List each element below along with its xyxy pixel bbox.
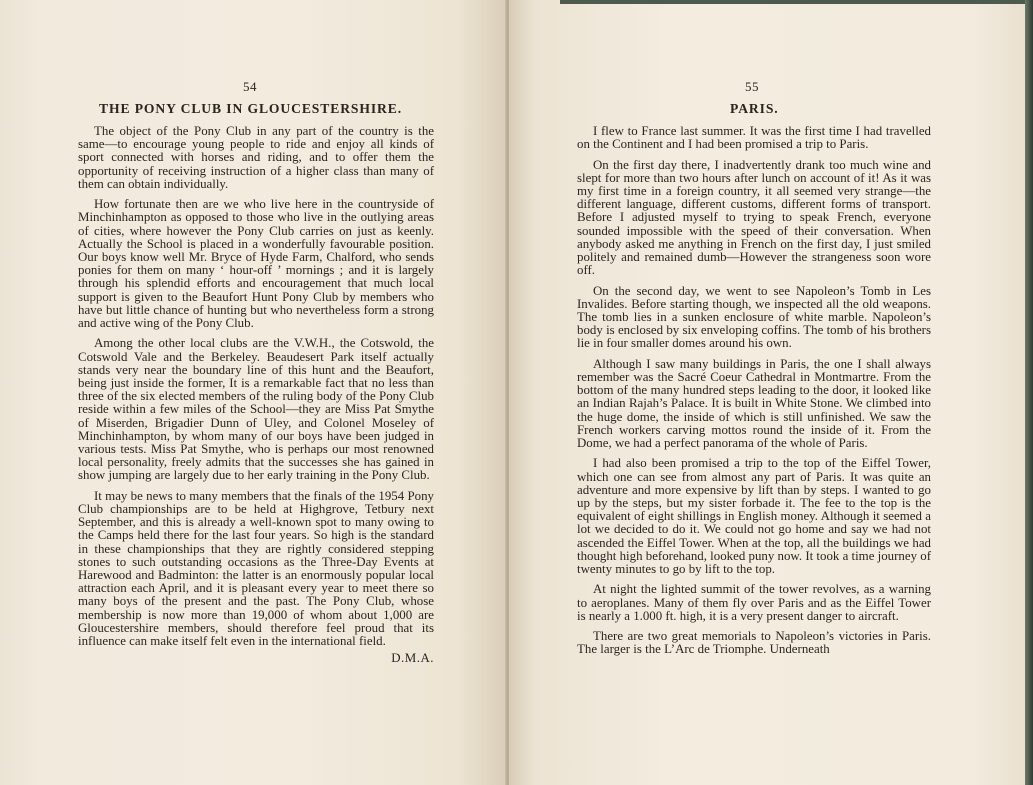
article-body-right xyxy=(577,125,931,664)
article-title-left: THE PONY CLUB IN GLOUCESTERSHIRE. xyxy=(99,101,403,116)
paragraph: On the first day there, I inadvertently drank too much wine and slept for more than two hours after lunch on account of it! As it was my first time in a foreign country, it all seemed very strange—the different language, different customs, different forms of transport. Before I adjusted myself to trying to speak French, everyone sounded impossible with the speed of their conversation. When anybody asked me anything in French on the first day, I just smiled politely and remained dumb—However the strangeness soon wore off. xyxy=(577,157,931,278)
left-page xyxy=(0,0,507,785)
paragraph: On the second day, we went to see Napoleon’s Tomb in Les Invalides. Before starting though, we inspected all the old weapons. The tomb lies in a sunken enclosure of white marble. Napoleon’s body is enclosed by six enveloping coffins. The tomb of his brothers lie in four smaller domes around his own. xyxy=(577,283,931,351)
paragraph: The object of the Pony Club in any part of the country is the same—to encourage young people to ride and enjoy all kinds of sport connected with horses and riding, and to offer them the opportunity of receiving instruction of a higher class than many of them can obtain individually. xyxy=(78,124,434,191)
cover-edge-top xyxy=(560,0,1025,4)
paragraph: Among the other local clubs are the V.W.H., the Cotswold, the Cotswold Vale and the Berkeley. Beaudesert Park itself actually stands very near the boundary line of this hunt and the Beaufort, being just inside the former, It is a remarkable fact that no less than three of the six elected members of the ruling body of the Pony Club reside within a few miles of the School—they are Miss Pat Smythe of Miserden, Brigadier Dunn of Uley, and Colonel Moseley of Minchinhampton, by whom many of our boys have been judged in various tests. Miss Pat Smythe, who is perhaps our most renowned local personality, freely admits that the successes she has gained in show jumping are largely due to her early training in the Pony Club. xyxy=(78,336,434,483)
article-title-right: PARIS. xyxy=(730,101,779,116)
paragraph: I flew to France last summer. It was the first time I had travelled on the Continent and I had been promised a trip to Paris. xyxy=(577,124,931,152)
paragraph: At night the lighted summit of the tower revolves, as a warning to aeroplanes. Many of them fly over Paris and as the Eiffel Tower is nearly a 1.000 ft. high, it is a very present danger to aircraft. xyxy=(577,582,931,623)
paragraph: There are two great memorials to Napoleon’s victories in Paris. The larger is the L’Arc de Triomphe. Underneath xyxy=(577,629,931,657)
author-signature: D.M.A. xyxy=(391,651,434,666)
page-number-right: 55 xyxy=(745,79,759,94)
paragraph: I had also been promised a trip to the top of the Eiffel Tower, which one can see from almost any part of Paris. It was quite an adventure and more expensive by lift than by steps. I wanted to go up by the steps, but my sister forbade it. The fee to the top is the equivalent of eight shillings in English money. Although it seemed a lot we decided to do it. We could not go home and say we had not ascended the Eiffel Tower. When at the top, all the buildings we had thought high beforehand, looked puny now. It took a time journey of twenty minutes to go by lift to the top. xyxy=(577,456,931,577)
paragraph: It may be news to many members that the finals of the 1954 Pony Club championships are to be held at Highgrove, Tetbury next September, and this is already a well-known spot to many owing to the Camps held there for the last four years. So high is the standard in these championships that they are rightly considered stepping stones to such outstanding occasions as the Three-Day Events at Harewood and Badminton: the latter is an enormously popular local attraction each April, and it is pleasant every year to meet there so many boys of the present and the past. The Pony Club, whose membership is now more than 19,000 of whom about 1,000 are Gloucestershire members, should therefore feel proud that its influence can make itself felt even in the international field. xyxy=(78,488,434,649)
cover-edge-right xyxy=(1025,0,1033,785)
page-number-left: 54 xyxy=(243,79,257,94)
article-body-left xyxy=(78,125,434,666)
paragraph: How fortunate then are we who live here in the countryside of Minchinhampton as opposed to those who live in the outlying areas of cities, where however the Pony Club carries on just as keenly. Actually the School is placed in a wonderfully favourable position. Our boys know well Mr. Bryce of Hyde Farm, Chalford, who sends ponies for them on many ‘ hour-off ’ mornings ; and it is largely through his splendid efforts and encouragement that much local support is given to the Beaufort Hunt Pony Club by members who have but little chance of hunting but who nevertheless form a strong and active wing of the Pony Club. xyxy=(78,197,434,331)
paragraph: Although I saw many buildings in Paris, the one I shall always remember was the Sacré Coeur Cathedral in Montmartre. From the bottom of the many hundred steps leading to the door, it looked like an Indian Rajah’s Palace. It is built in White Stone. We climbed into the huge dome, the inside of which is still unfinished. We saw the French workers carving mottos round the inside of it. From the Dome, we had a perfect panorama of the whole of Paris. xyxy=(577,356,931,451)
